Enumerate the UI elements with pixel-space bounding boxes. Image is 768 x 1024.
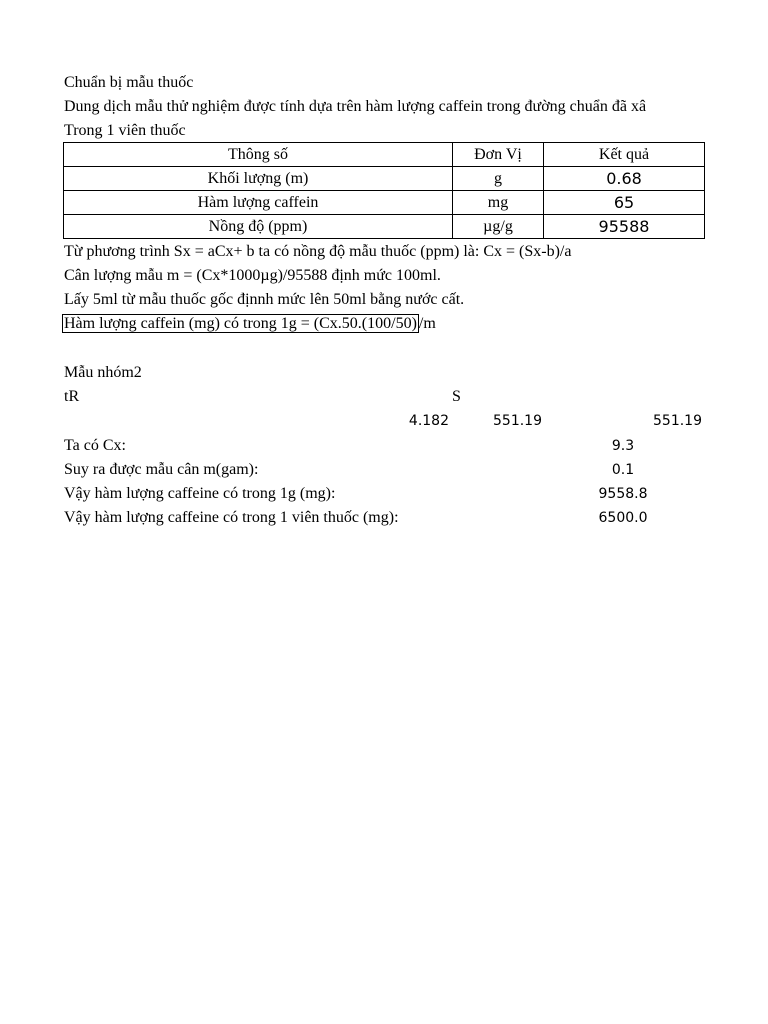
group-title: Mẫu nhóm2 xyxy=(64,364,142,381)
cell-result: 95588 xyxy=(544,215,705,239)
table-row xyxy=(64,167,705,191)
column-label-tr: tR xyxy=(64,388,80,405)
result-label: Vậy hàm lượng caffeine có trong 1 viên thuốc (mg): xyxy=(64,509,399,526)
cell-unit: µg/g xyxy=(453,215,544,239)
table-caption: Trong 1 viên thuốc xyxy=(64,122,186,139)
equation-note: Từ phương trình Sx = aCx+ b ta có nồng độ mẫu thuốc (ppm) là: Cx = (Sx-b)/a xyxy=(64,243,572,260)
result-label: Vậy hàm lượng caffeine có trong 1g (mg): xyxy=(64,485,336,502)
formula-boxed: Hàm lượng caffein (mg) có trong 1g = (Cx.50.(100/50) xyxy=(64,315,417,332)
result-value: 6500.0 xyxy=(598,510,648,526)
column-label-s: S xyxy=(452,388,461,405)
tr-value: 4.182 xyxy=(408,413,449,429)
formula-note xyxy=(62,312,436,336)
header-unit: Đơn Vị xyxy=(453,143,544,167)
cell-parameter: Nồng độ (ppm) xyxy=(64,215,453,239)
cell-unit: mg xyxy=(453,191,544,215)
weigh-note: Cân lượng mẫu m = (Cx*1000µg)/95588 định mức 100ml. xyxy=(64,267,441,284)
result-label: Suy ra được mẫu cân m(gam): xyxy=(64,461,259,478)
parameter-table xyxy=(63,142,705,239)
result-label: Ta có Cx: xyxy=(64,437,126,454)
result-value: 9.3 xyxy=(611,438,635,454)
cell-unit: g xyxy=(453,167,544,191)
cell-result: 0.68 xyxy=(544,167,705,191)
header-result: Kết quả xyxy=(544,143,705,167)
section-heading: Chuẩn bị mẫu thuốc xyxy=(64,74,194,91)
dilute-note: Lấy 5ml từ mẫu thuốc gốc địnnh mức lên 50ml bằng nước cất. xyxy=(64,291,465,308)
table-header-row xyxy=(64,143,705,167)
cell-parameter: Hàm lượng caffein xyxy=(64,191,453,215)
header-parameter: Thông số xyxy=(64,143,453,167)
intro-text: Dung dịch mẫu thử nghiệm được tính dựa trên hàm lượng caffein trong đường chuẩn đã xâ xyxy=(64,98,647,115)
s-value-duplicate: 551.19 xyxy=(653,413,702,429)
result-value: 0.1 xyxy=(611,462,635,478)
cell-result: 65 xyxy=(544,191,705,215)
formula-tail: /m xyxy=(418,315,436,332)
table-row xyxy=(64,215,705,239)
s-value: 551.19 xyxy=(493,413,542,429)
result-value: 9558.8 xyxy=(598,486,648,502)
cell-parameter: Khối lượng (m) xyxy=(64,167,453,191)
table-row xyxy=(64,191,705,215)
